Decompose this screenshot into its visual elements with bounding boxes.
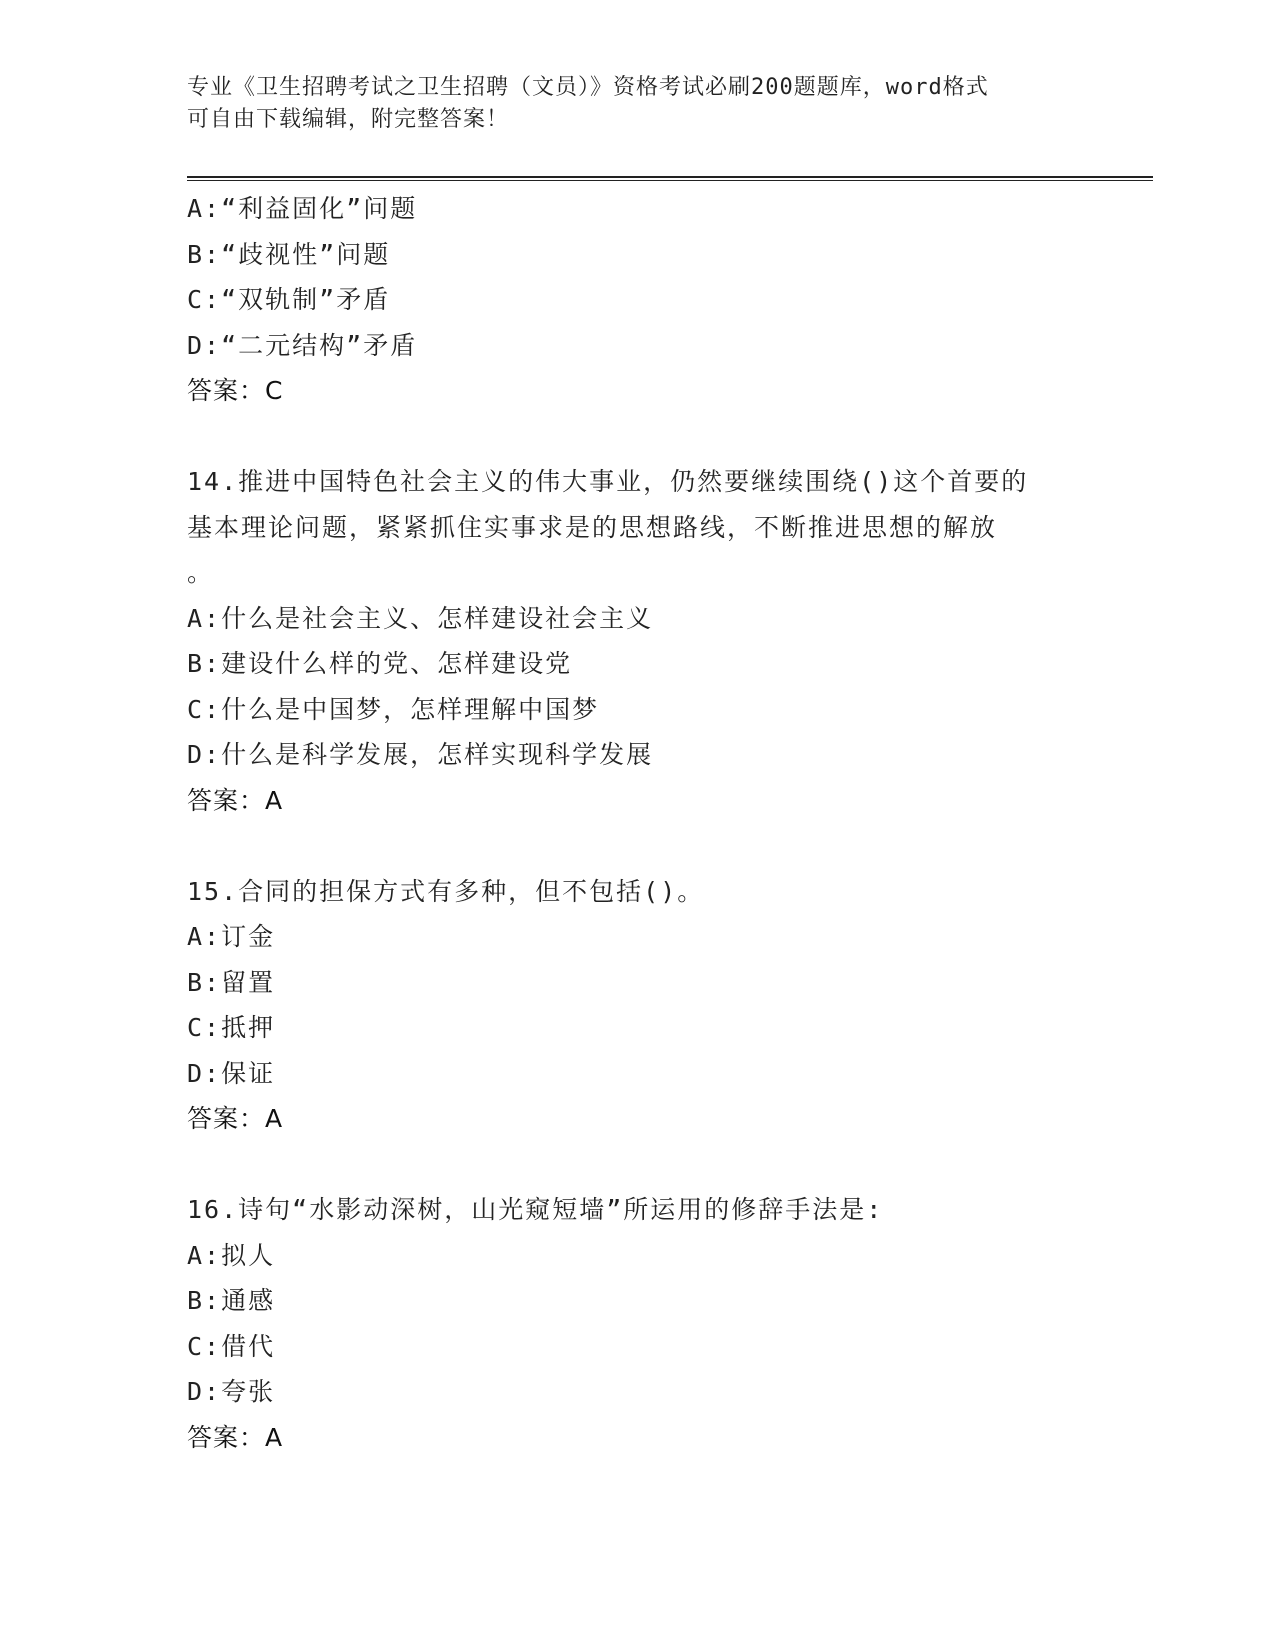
option-d: D:夸张 — [187, 1377, 276, 1406]
question-15 — [187, 869, 1087, 1142]
question-text-line-1: 15.合同的担保方式有多种，但不包括()。 — [187, 876, 705, 906]
question-text — [187, 869, 1087, 915]
answer-line: 答案：A — [187, 1104, 284, 1133]
question-text-line-1: 14.推进中国特色社会主义的伟大事业，仍然要继续围绕()这个首要的 — [187, 467, 1029, 496]
question-text-line-3: 。 — [187, 558, 215, 587]
option-d: D:保证 — [187, 1058, 276, 1088]
question-text-line-1: 16.诗句“水影动深树，山光窥短墙”所运用的修辞手法是: — [187, 1195, 884, 1224]
option-d: D:“二元结构”矛盾 — [187, 330, 418, 360]
option-a: A:拟人 — [187, 1240, 276, 1270]
question-text — [187, 459, 1087, 596]
question-13 — [187, 186, 1087, 414]
option-c: C:抵押 — [187, 1013, 276, 1042]
option-c: C:借代 — [187, 1331, 276, 1361]
document-header — [187, 72, 1087, 136]
questions-body — [187, 186, 1087, 1460]
question-text — [187, 1187, 1087, 1233]
spacer — [187, 823, 1087, 869]
header-title-line-1: 专业《卫生招聘考试之卫生招聘（文员）》资格考试必刷200题题库，word格式 — [187, 75, 989, 100]
option-a: A:什么是社会主义、怎样建设社会主义 — [187, 603, 654, 633]
option-d: D:什么是科学发展，怎样实现科学发展 — [187, 740, 654, 769]
answer-line: 答案：C — [187, 376, 284, 405]
header-title-line-2: 可自由下载编辑，附完整答案！ — [187, 107, 510, 132]
answer-line: 答案：A — [187, 1422, 284, 1452]
spacer — [187, 414, 1087, 460]
question-16 — [187, 1187, 1087, 1460]
option-a: A:订金 — [187, 922, 276, 951]
answer-line: 答案：A — [187, 785, 284, 815]
question-14 — [187, 459, 1087, 823]
spacer — [187, 1142, 1087, 1188]
option-c: C:什么是中国梦，怎样理解中国梦 — [187, 694, 600, 724]
option-b: B:留置 — [187, 967, 276, 997]
option-c: C:“双轨制”矛盾 — [187, 285, 391, 314]
option-b: B:建设什么样的党、怎样建设党 — [187, 649, 573, 678]
question-text-line-2: 基本理论问题，紧紧抓住实事求是的思想路线，不断推进思想的解放 — [187, 512, 998, 542]
option-b: B:“歧视性”问题 — [187, 239, 391, 269]
header-divider — [187, 176, 1153, 181]
divider-thick-line — [187, 176, 1153, 178]
option-a: A:“利益固化”问题 — [187, 194, 418, 223]
option-b: B:通感 — [187, 1286, 276, 1315]
divider-thin-line — [187, 180, 1153, 181]
